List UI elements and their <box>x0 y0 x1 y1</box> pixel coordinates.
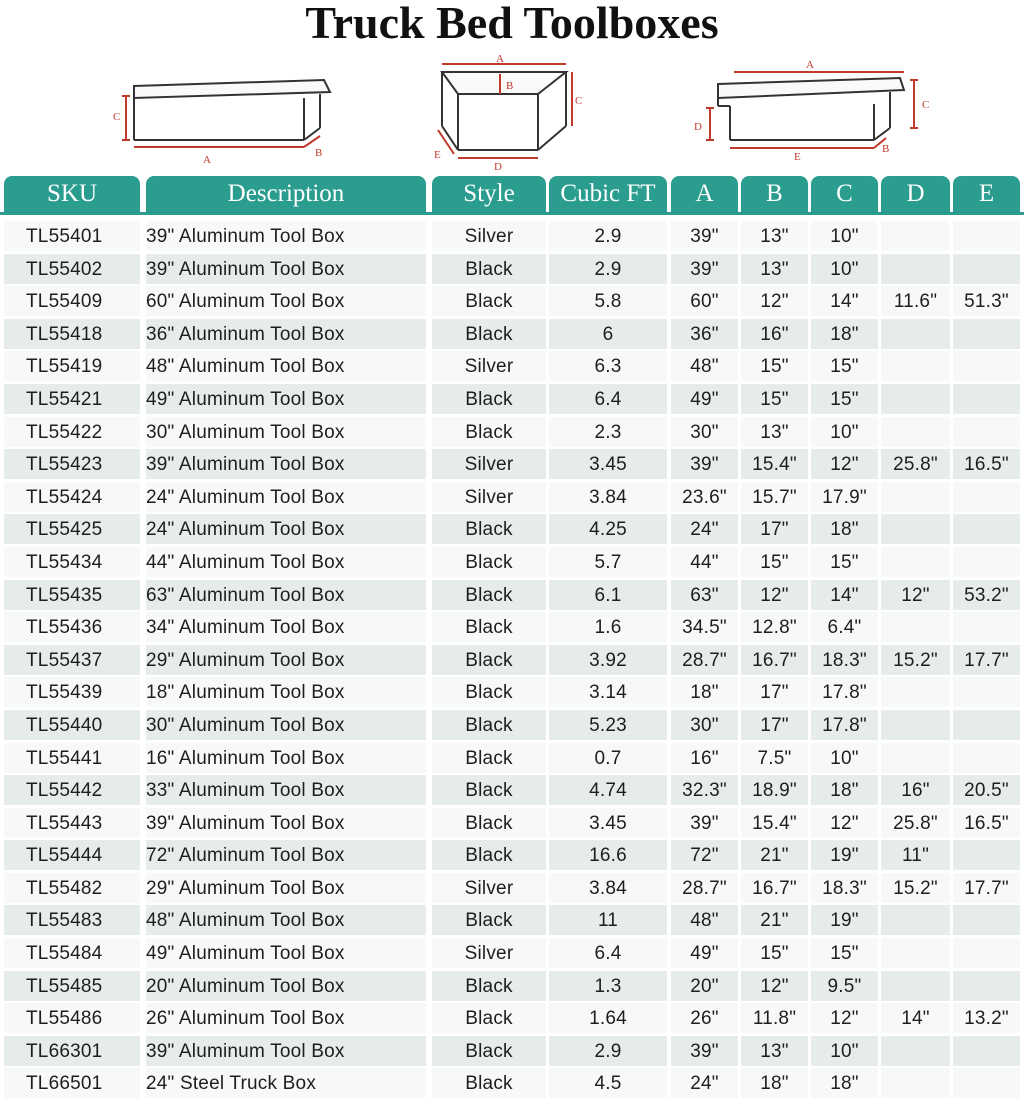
dim-e-cell <box>953 840 1020 870</box>
description-cell: 49" Aluminum Tool Box <box>146 938 426 968</box>
cubic-ft-cell: 6.3 <box>549 351 667 381</box>
dim-e-cell <box>953 417 1020 447</box>
cubic-ft-cell: 4.74 <box>549 775 667 805</box>
cubic-ft-cell: 3.14 <box>549 677 667 707</box>
dim-b-cell: 16.7" <box>741 645 808 675</box>
cubic-ft-cell: 5.23 <box>549 710 667 740</box>
column-header-e: E <box>953 176 1020 212</box>
dim-c-cell: 17.8" <box>811 710 878 740</box>
dim-d-cell: 15.2" <box>881 873 950 903</box>
dim-c-cell: 17.9" <box>811 482 878 512</box>
sku-cell: TL55422 <box>4 417 140 447</box>
dim-e-cell <box>953 971 1020 1001</box>
description-cell: 26" Aluminum Tool Box <box>146 1003 426 1033</box>
description-cell: 20" Aluminum Tool Box <box>146 971 426 1001</box>
description-cell: 39" Aluminum Tool Box <box>146 254 426 284</box>
description-cell: 16" Aluminum Tool Box <box>146 743 426 773</box>
column-header-cubic-ft: Cubic FT <box>549 176 667 212</box>
dim-b-cell: 21" <box>741 840 808 870</box>
column-header-d: D <box>881 176 950 212</box>
cubic-ft-cell: 5.7 <box>549 547 667 577</box>
table-row <box>0 709 1024 742</box>
description-cell: 18" Aluminum Tool Box <box>146 677 426 707</box>
toolbox-diagram-chest <box>430 54 590 172</box>
sku-cell: TL55436 <box>4 612 140 642</box>
table-row <box>0 546 1024 579</box>
style-cell: Silver <box>432 938 546 968</box>
dim-c-cell: 18" <box>811 775 878 805</box>
cubic-ft-cell: 2.9 <box>549 221 667 251</box>
dim-b-cell: 17" <box>741 677 808 707</box>
dim-c-cell: 12" <box>811 1003 878 1033</box>
toolbox-diagram-low-profile <box>690 58 950 163</box>
style-cell: Silver <box>432 221 546 251</box>
style-cell: Black <box>432 971 546 1001</box>
dim-a-cell: 24" <box>671 1068 738 1098</box>
dim-e-cell <box>953 514 1020 544</box>
toolbox-table <box>0 220 1024 1100</box>
column-header-a: A <box>671 176 738 212</box>
dim-d-cell <box>881 417 950 447</box>
sku-cell: TL55483 <box>4 905 140 935</box>
cubic-ft-cell: 1.3 <box>549 971 667 1001</box>
dim-label-b: B <box>506 80 514 92</box>
dim-e-cell <box>953 938 1020 968</box>
cubic-ft-cell: 1.6 <box>549 612 667 642</box>
dim-a-cell: 30" <box>671 417 738 447</box>
dim-d-cell <box>881 938 950 968</box>
dim-d-cell: 11.6" <box>881 286 950 316</box>
dim-label-a: A <box>203 154 211 166</box>
style-cell: Black <box>432 677 546 707</box>
dim-e-cell <box>953 221 1020 251</box>
cubic-ft-cell: 3.45 <box>549 449 667 479</box>
dim-a-cell: 72" <box>671 840 738 870</box>
cubic-ft-cell: 16.6 <box>549 840 667 870</box>
dim-b-cell: 17" <box>741 710 808 740</box>
sku-cell: TL55484 <box>4 938 140 968</box>
dim-e-cell <box>953 677 1020 707</box>
dim-a-cell: 39" <box>671 254 738 284</box>
dim-e-cell: 20.5" <box>953 775 1020 805</box>
style-cell: Black <box>432 1003 546 1033</box>
table-row <box>0 253 1024 286</box>
style-cell: Black <box>432 1068 546 1098</box>
style-cell: Black <box>432 840 546 870</box>
sku-cell: TL55439 <box>4 677 140 707</box>
description-cell: 24" Aluminum Tool Box <box>146 482 426 512</box>
style-cell: Black <box>432 710 546 740</box>
dim-d-cell: 15.2" <box>881 645 950 675</box>
style-cell: Black <box>432 775 546 805</box>
toolbox-diagram-crossover <box>108 72 338 172</box>
dim-a-cell: 60" <box>671 286 738 316</box>
style-cell: Black <box>432 645 546 675</box>
dim-b-cell: 11.8" <box>741 1003 808 1033</box>
description-cell: 33" Aluminum Tool Box <box>146 775 426 805</box>
style-cell: Black <box>432 905 546 935</box>
table-row <box>0 318 1024 351</box>
dim-label-a: A <box>496 53 504 65</box>
sku-cell: TL55485 <box>4 971 140 1001</box>
dim-b-cell: 18" <box>741 1068 808 1098</box>
dim-c-cell: 18.3" <box>811 873 878 903</box>
cubic-ft-cell: 1.64 <box>549 1003 667 1033</box>
table-row <box>0 350 1024 383</box>
dim-d-cell <box>881 905 950 935</box>
sku-cell: TL55444 <box>4 840 140 870</box>
cubic-ft-cell: 4.5 <box>549 1068 667 1098</box>
dim-e-cell <box>953 482 1020 512</box>
sku-cell: TL55419 <box>4 351 140 381</box>
table-row <box>0 676 1024 709</box>
table-row <box>0 904 1024 937</box>
dim-e-cell <box>953 254 1020 284</box>
dim-label-e: E <box>434 149 441 161</box>
cubic-ft-cell: 2.9 <box>549 1036 667 1066</box>
dim-b-cell: 13" <box>741 1036 808 1066</box>
dim-a-cell: 16" <box>671 743 738 773</box>
dim-a-cell: 18" <box>671 677 738 707</box>
dim-c-cell: 12" <box>811 808 878 838</box>
dim-a-cell: 23.6" <box>671 482 738 512</box>
description-cell: 63" Aluminum Tool Box <box>146 580 426 610</box>
dim-b-cell: 18.9" <box>741 775 808 805</box>
dim-c-cell: 10" <box>811 1036 878 1066</box>
table-row <box>0 970 1024 1003</box>
dim-d-cell <box>881 971 950 1001</box>
dim-b-cell: 12" <box>741 971 808 1001</box>
dim-b-cell: 17" <box>741 514 808 544</box>
style-cell: Black <box>432 808 546 838</box>
dim-c-cell: 10" <box>811 221 878 251</box>
dim-d-cell <box>881 319 950 349</box>
dim-label-a: A <box>806 59 814 71</box>
dim-label-d: D <box>494 161 502 173</box>
dim-b-cell: 15" <box>741 351 808 381</box>
dim-b-cell: 16" <box>741 319 808 349</box>
dim-c-cell: 6.4" <box>811 612 878 642</box>
description-cell: 29" Aluminum Tool Box <box>146 873 426 903</box>
dim-d-cell <box>881 221 950 251</box>
dim-e-cell <box>953 384 1020 414</box>
dim-a-cell: 36" <box>671 319 738 349</box>
dim-c-cell: 19" <box>811 905 878 935</box>
description-cell: 30" Aluminum Tool Box <box>146 417 426 447</box>
sku-cell: TL55482 <box>4 873 140 903</box>
description-cell: 39" Aluminum Tool Box <box>146 221 426 251</box>
dim-e-cell: 16.5" <box>953 808 1020 838</box>
dim-a-cell: 39" <box>671 221 738 251</box>
page-title: Truck Bed Toolboxes <box>305 0 719 48</box>
dim-e-cell <box>953 710 1020 740</box>
dim-b-cell: 15.4" <box>741 808 808 838</box>
dim-d-cell <box>881 1036 950 1066</box>
dim-d-cell <box>881 351 950 381</box>
dim-c-cell: 9.5" <box>811 971 878 1001</box>
table-row <box>0 742 1024 775</box>
dim-c-cell: 15" <box>811 351 878 381</box>
dim-b-cell: 13" <box>741 417 808 447</box>
table-row <box>0 1067 1024 1100</box>
style-cell: Silver <box>432 351 546 381</box>
dim-b-cell: 15.7" <box>741 482 808 512</box>
dim-d-cell <box>881 482 950 512</box>
cubic-ft-cell: 11 <box>549 905 667 935</box>
description-cell: 36" Aluminum Tool Box <box>146 319 426 349</box>
dim-e-cell <box>953 1036 1020 1066</box>
description-cell: 72" Aluminum Tool Box <box>146 840 426 870</box>
cubic-ft-cell: 6.1 <box>549 580 667 610</box>
sku-cell: TL55418 <box>4 319 140 349</box>
style-cell: Black <box>432 580 546 610</box>
description-cell: 24" Steel Truck Box <box>146 1068 426 1098</box>
style-cell: Black <box>432 1036 546 1066</box>
cubic-ft-cell: 2.9 <box>549 254 667 284</box>
dim-c-cell: 14" <box>811 580 878 610</box>
dim-d-cell <box>881 254 950 284</box>
dim-label-e: E <box>794 151 801 163</box>
sku-cell: TL55443 <box>4 808 140 838</box>
description-cell: 24" Aluminum Tool Box <box>146 514 426 544</box>
style-cell: Silver <box>432 873 546 903</box>
description-cell: 29" Aluminum Tool Box <box>146 645 426 675</box>
dim-c-cell: 18" <box>811 319 878 349</box>
table-row <box>0 220 1024 253</box>
dim-e-cell: 51.3" <box>953 286 1020 316</box>
dim-a-cell: 44" <box>671 547 738 577</box>
dim-d-cell <box>881 547 950 577</box>
sku-cell: TL55440 <box>4 710 140 740</box>
sku-cell: TL55434 <box>4 547 140 577</box>
description-cell: 39" Aluminum Tool Box <box>146 1036 426 1066</box>
cubic-ft-cell: 3.45 <box>549 808 667 838</box>
dim-a-cell: 20" <box>671 971 738 1001</box>
cubic-ft-cell: 3.92 <box>549 645 667 675</box>
table-row <box>0 448 1024 481</box>
dim-b-cell: 15" <box>741 384 808 414</box>
sku-cell: TL55409 <box>4 286 140 316</box>
dim-b-cell: 12" <box>741 580 808 610</box>
dim-e-cell: 13.2" <box>953 1003 1020 1033</box>
description-cell: 30" Aluminum Tool Box <box>146 710 426 740</box>
dim-b-cell: 12.8" <box>741 612 808 642</box>
description-cell: 49" Aluminum Tool Box <box>146 384 426 414</box>
cubic-ft-cell: 4.25 <box>549 514 667 544</box>
style-cell: Black <box>432 743 546 773</box>
dim-a-cell: 48" <box>671 351 738 381</box>
dim-d-cell <box>881 1068 950 1098</box>
dim-d-cell <box>881 710 950 740</box>
dim-a-cell: 49" <box>671 938 738 968</box>
style-cell: Silver <box>432 482 546 512</box>
dim-c-cell: 17.8" <box>811 677 878 707</box>
dim-c-cell: 10" <box>811 743 878 773</box>
dim-a-cell: 39" <box>671 449 738 479</box>
style-cell: Black <box>432 612 546 642</box>
table-row <box>0 644 1024 677</box>
dim-a-cell: 48" <box>671 905 738 935</box>
table-row <box>0 579 1024 612</box>
dim-b-cell: 16.7" <box>741 873 808 903</box>
cubic-ft-cell: 6 <box>549 319 667 349</box>
column-header-style: Style <box>432 176 546 212</box>
style-cell: Black <box>432 514 546 544</box>
sku-cell: TL55441 <box>4 743 140 773</box>
description-cell: 39" Aluminum Tool Box <box>146 808 426 838</box>
dim-c-cell: 15" <box>811 938 878 968</box>
dim-c-cell: 10" <box>811 254 878 284</box>
sku-cell: TL55401 <box>4 221 140 251</box>
sku-cell: TL55442 <box>4 775 140 805</box>
cubic-ft-cell: 0.7 <box>549 743 667 773</box>
dim-e-cell: 53.2" <box>953 580 1020 610</box>
sku-cell: TL55486 <box>4 1003 140 1033</box>
dim-a-cell: 39" <box>671 1036 738 1066</box>
dim-a-cell: 32.3" <box>671 775 738 805</box>
description-cell: 48" Aluminum Tool Box <box>146 905 426 935</box>
dim-d-cell <box>881 677 950 707</box>
dim-c-cell: 14" <box>811 286 878 316</box>
table-row <box>0 937 1024 970</box>
table-row <box>0 481 1024 514</box>
column-header-description: Description <box>146 176 426 212</box>
dim-e-cell: 17.7" <box>953 873 1020 903</box>
table-row <box>0 807 1024 840</box>
table-row <box>0 285 1024 318</box>
dim-b-cell: 15" <box>741 547 808 577</box>
dim-b-cell: 15.4" <box>741 449 808 479</box>
dim-label-d: D <box>694 121 702 133</box>
table-row <box>0 774 1024 807</box>
dim-a-cell: 34.5" <box>671 612 738 642</box>
dim-e-cell <box>953 612 1020 642</box>
style-cell: Black <box>432 319 546 349</box>
description-cell: 39" Aluminum Tool Box <box>146 449 426 479</box>
dim-d-cell <box>881 743 950 773</box>
style-cell: Black <box>432 254 546 284</box>
sku-cell: TL55437 <box>4 645 140 675</box>
dim-e-cell: 17.7" <box>953 645 1020 675</box>
header-divider <box>0 212 1024 215</box>
description-cell: 60" Aluminum Tool Box <box>146 286 426 316</box>
dim-c-cell: 15" <box>811 547 878 577</box>
style-cell: Black <box>432 384 546 414</box>
dim-d-cell <box>881 612 950 642</box>
sku-cell: TL55402 <box>4 254 140 284</box>
dim-label-c: C <box>113 111 121 123</box>
sku-cell: TL55435 <box>4 580 140 610</box>
dim-b-cell: 15" <box>741 938 808 968</box>
dim-label-b: B <box>882 143 890 155</box>
dim-c-cell: 19" <box>811 840 878 870</box>
sku-cell: TL55423 <box>4 449 140 479</box>
dim-e-cell <box>953 351 1020 381</box>
column-header-c: C <box>811 176 878 212</box>
dim-c-cell: 10" <box>811 417 878 447</box>
dim-e-cell <box>953 547 1020 577</box>
dim-d-cell <box>881 384 950 414</box>
style-cell: Black <box>432 417 546 447</box>
dim-e-cell <box>953 1068 1020 1098</box>
dim-b-cell: 12" <box>741 286 808 316</box>
description-cell: 48" Aluminum Tool Box <box>146 351 426 381</box>
sku-cell: TL55424 <box>4 482 140 512</box>
dim-b-cell: 7.5" <box>741 743 808 773</box>
cubic-ft-cell: 2.3 <box>549 417 667 447</box>
dim-c-cell: 18" <box>811 1068 878 1098</box>
table-row <box>0 872 1024 905</box>
dim-e-cell <box>953 905 1020 935</box>
dim-c-cell: 18" <box>811 514 878 544</box>
cubic-ft-cell: 6.4 <box>549 938 667 968</box>
dim-a-cell: 63" <box>671 580 738 610</box>
dim-c-cell: 12" <box>811 449 878 479</box>
table-row <box>0 1035 1024 1068</box>
dim-a-cell: 39" <box>671 808 738 838</box>
dim-c-cell: 15" <box>811 384 878 414</box>
dim-label-c: C <box>922 99 930 111</box>
dim-a-cell: 26" <box>671 1003 738 1033</box>
dim-a-cell: 49" <box>671 384 738 414</box>
dim-a-cell: 28.7" <box>671 873 738 903</box>
dim-a-cell: 24" <box>671 514 738 544</box>
dim-d-cell: 12" <box>881 580 950 610</box>
dim-e-cell <box>953 743 1020 773</box>
cubic-ft-cell: 6.4 <box>549 384 667 414</box>
cubic-ft-cell: 5.8 <box>549 286 667 316</box>
dim-d-cell: 25.8" <box>881 808 950 838</box>
table-row <box>0 611 1024 644</box>
column-header-b: B <box>741 176 808 212</box>
dim-d-cell: 25.8" <box>881 449 950 479</box>
table-row <box>0 513 1024 546</box>
cubic-ft-cell: 3.84 <box>549 873 667 903</box>
column-header-sku: SKU <box>4 176 140 212</box>
dim-label-b: B <box>315 147 323 159</box>
dim-c-cell: 18.3" <box>811 645 878 675</box>
cubic-ft-cell: 3.84 <box>549 482 667 512</box>
sku-cell: TL55421 <box>4 384 140 414</box>
table-row <box>0 383 1024 416</box>
dim-b-cell: 13" <box>741 254 808 284</box>
dim-d-cell <box>881 514 950 544</box>
description-cell: 34" Aluminum Tool Box <box>146 612 426 642</box>
dim-e-cell <box>953 319 1020 349</box>
sku-cell: TL66501 <box>4 1068 140 1098</box>
dim-label-c: C <box>575 95 583 107</box>
sku-cell: TL66301 <box>4 1036 140 1066</box>
dim-b-cell: 13" <box>741 221 808 251</box>
style-cell: Black <box>432 286 546 316</box>
dim-e-cell: 16.5" <box>953 449 1020 479</box>
dim-d-cell: 16" <box>881 775 950 805</box>
dim-a-cell: 28.7" <box>671 645 738 675</box>
sku-cell: TL55425 <box>4 514 140 544</box>
dim-d-cell: 11" <box>881 840 950 870</box>
style-cell: Black <box>432 547 546 577</box>
dim-b-cell: 21" <box>741 905 808 935</box>
table-row <box>0 1002 1024 1035</box>
table-row <box>0 416 1024 449</box>
style-cell: Silver <box>432 449 546 479</box>
dim-d-cell: 14" <box>881 1003 950 1033</box>
table-row <box>0 839 1024 872</box>
dim-a-cell: 30" <box>671 710 738 740</box>
description-cell: 44" Aluminum Tool Box <box>146 547 426 577</box>
